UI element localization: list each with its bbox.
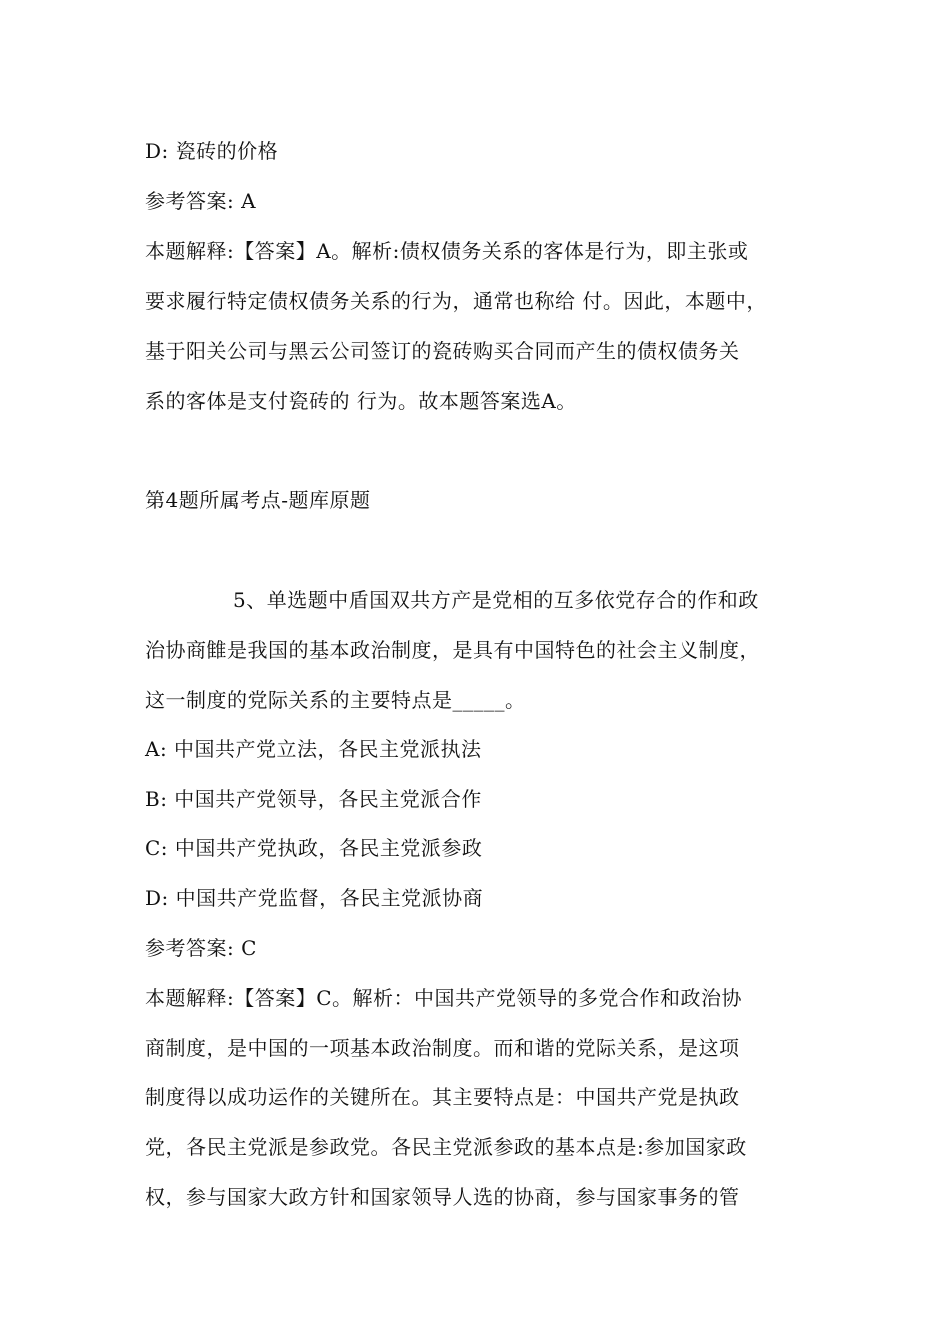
option-b: B: 中国共产党领导，各民主党派合作 (145, 787, 482, 811)
option-a: A: 中国共产党立法，各民主党派执法 (145, 737, 482, 761)
prev-explanation-line: 本题解释:【答案】A。解析:债权债务关系的客体是行为，即主张或 (145, 239, 749, 263)
prev-explanation-line: 要求履行特定债权债务关系的行为，通常也称给 付。因此，本题中， (145, 289, 767, 313)
question-stem-line: 治协商雔是我国的基本政治制度，是具有中国特色的社会主义制度， (145, 638, 760, 662)
explanation-line: 党，各民主党派是参政党。各民主党派参政的基本点是:参加国家政 (145, 1135, 747, 1159)
explanation-line: 权，参与国家大政方针和国家领导人选的协商，参与国家事务的管 (145, 1185, 740, 1209)
explanation-line: 制度得以成功运作的关键所在。其主要特点是：中国共产党是执政 (145, 1085, 740, 1109)
explanation-line: 商制度，是中国的一项基本政治制度。而和谐的党际关系，是这项 (145, 1036, 740, 1060)
option-c: C: 中国共产党执政，各民主党派参政 (145, 836, 483, 860)
section-label: 第4题所属考点-题库原题 (145, 488, 371, 512)
prev-answer: 参考答案: A (145, 189, 257, 213)
question-stem-line: 这一制度的党际关系的主要特点是_____。 (145, 688, 526, 712)
question-stem-line: 5、单选题中盾国双共方产是党相的互多依党存合的作和政 (233, 588, 759, 612)
option-d: D: 中国共产党监督，各民主党派协商 (145, 886, 484, 910)
answer: 参考答案: C (145, 936, 257, 960)
explanation-line: 本题解释:【答案】C。解析：中国共产党领导的多党合作和政治协 (145, 986, 743, 1010)
prev-option-d: D: 瓷砖的价格 (145, 139, 279, 163)
prev-explanation-line: 基于阳关公司与黑云公司签订的瓷砖购买合同而产生的债权债务关 (145, 339, 740, 363)
prev-explanation-line: 系的客体是支付瓷砖的 行为。故本题答案选A。 (145, 389, 577, 413)
